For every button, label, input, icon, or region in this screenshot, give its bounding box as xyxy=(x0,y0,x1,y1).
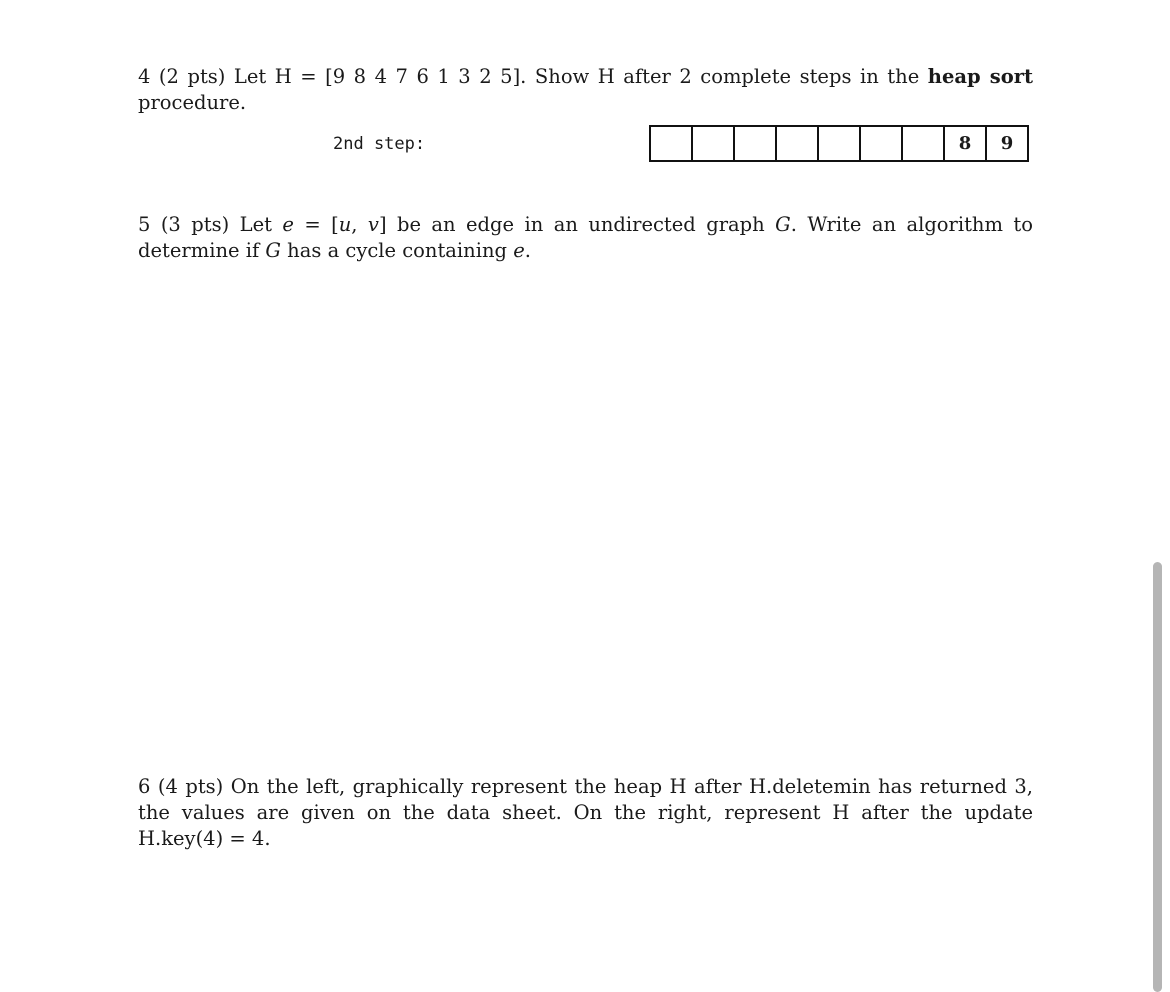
heap-cell: 8 xyxy=(945,125,987,162)
question-6-text: 6 (4 pts) On the left, graphically represent the heap H after H.deletemin has returned 3, the values are given on the data sheet. On the right, represent H after the update H.key(4) = 4. xyxy=(138,775,1040,850)
q5-text: 5 (3 pts) Let xyxy=(138,213,283,236)
q5-math: e xyxy=(282,213,294,236)
q5-text: ] be an edge in an undirected graph xyxy=(378,213,776,236)
q5-text: . xyxy=(524,239,531,262)
q5-text: . Write an algorithm to determine if xyxy=(138,213,1040,262)
heap-cell xyxy=(651,125,693,162)
q5-text: = [ xyxy=(293,213,339,236)
q5-text: has a cycle containing xyxy=(280,239,514,262)
heap-array-boxes xyxy=(649,125,1029,162)
question-4 xyxy=(138,64,1040,116)
q5-math: u xyxy=(338,213,352,236)
question-4-bold-term: heap sort xyxy=(927,65,1033,88)
question-4-text: 4 (2 pts) Let H = [9 8 4 7 6 1 3 2 5]. Show H after 2 complete steps in the xyxy=(138,65,928,88)
q5-math: v xyxy=(367,213,379,236)
heap-cell xyxy=(735,125,777,162)
q5-math: G xyxy=(775,213,791,236)
q5-text: , xyxy=(351,213,368,236)
heap-cell xyxy=(693,125,735,162)
q5-math: G xyxy=(265,239,281,262)
question-4-suffix: procedure. xyxy=(138,65,1040,114)
question-6 xyxy=(138,774,1040,852)
heap-cell xyxy=(861,125,903,162)
heap-cell xyxy=(777,125,819,162)
scrollbar-thumb[interactable] xyxy=(1153,562,1162,992)
step-label: 2nd step: xyxy=(333,134,426,154)
question-5 xyxy=(138,212,1040,264)
heap-cell: 9 xyxy=(987,125,1029,162)
scrollbar[interactable] xyxy=(1150,0,1170,981)
heap-cell xyxy=(903,125,945,162)
heap-cell xyxy=(819,125,861,162)
q5-math: e xyxy=(513,239,525,262)
